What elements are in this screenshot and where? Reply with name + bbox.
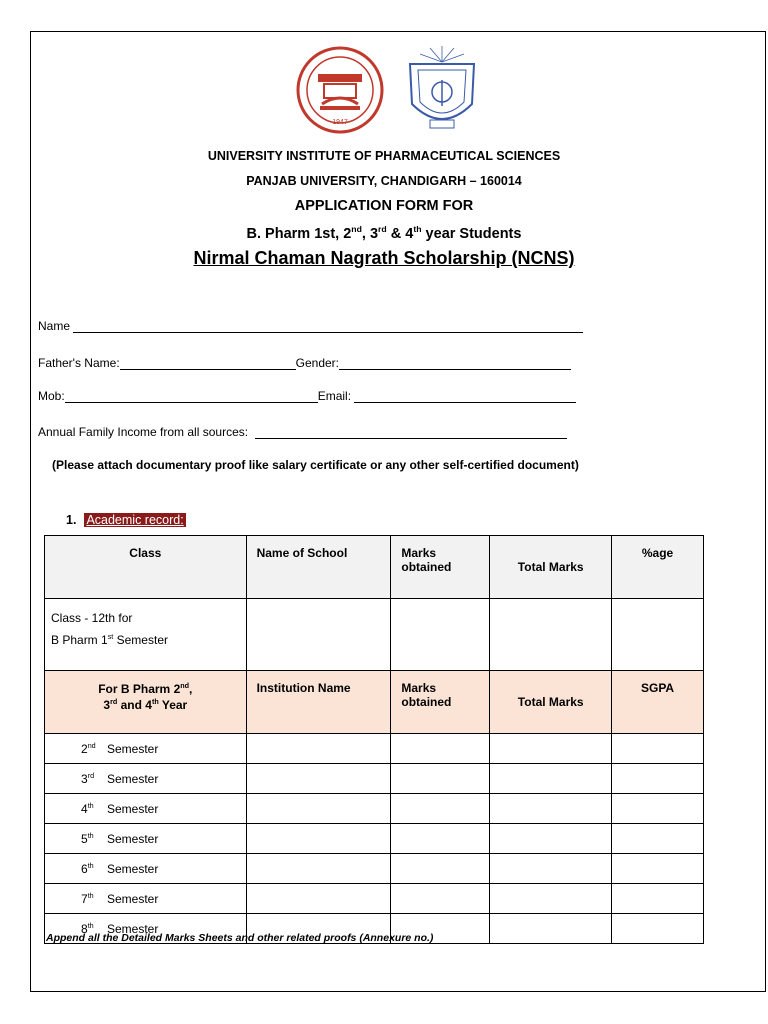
- table-cell[interactable]: [490, 824, 612, 854]
- append-marksheets-note: Append all the Detailed Marks Sheets and other related proofs (Annexure no.): [46, 932, 434, 944]
- table-cell[interactable]: [391, 764, 490, 794]
- semester-label: 6th Semester: [45, 854, 247, 884]
- table-cell[interactable]: [612, 734, 704, 764]
- fathers-name-row: [38, 356, 571, 370]
- table-row: [45, 794, 704, 824]
- section-label: Academic record:: [86, 513, 184, 527]
- scholarship-title: Nirmal Chaman Nagrath Scholarship (NCNS): [193, 248, 575, 268]
- name-field[interactable]: [38, 319, 583, 333]
- table-cell[interactable]: [391, 824, 490, 854]
- form-heading: APPLICATION FORM FOR: [294, 198, 474, 214]
- subheader-institution-name: Institution Name: [246, 671, 391, 734]
- logos: [0, 44, 768, 136]
- table-row: [45, 764, 704, 794]
- table-cell[interactable]: [490, 794, 612, 824]
- academic-record-heading: [66, 513, 186, 527]
- table-row: [45, 854, 704, 884]
- semester-label: 7th Semester: [45, 884, 247, 914]
- table-cell[interactable]: [246, 824, 391, 854]
- table-cell[interactable]: [612, 794, 704, 824]
- semester-label: 2nd Semester: [45, 734, 247, 764]
- semester-label: 5th Semester: [45, 824, 247, 854]
- table-row: [45, 599, 704, 671]
- panjab-university-crest-logo: [402, 44, 482, 141]
- table-cell[interactable]: [246, 599, 391, 671]
- table-cell[interactable]: [490, 764, 612, 794]
- mob-email-row: [38, 389, 576, 403]
- header-marks-obtained: Marks obtained: [391, 536, 490, 599]
- table-cell[interactable]: [246, 794, 391, 824]
- table-cell[interactable]: [612, 854, 704, 884]
- table-header-row: [45, 536, 704, 599]
- table-cell[interactable]: [612, 599, 704, 671]
- income-input-line[interactable]: [255, 426, 567, 439]
- table-cell[interactable]: [246, 734, 391, 764]
- subheader-total-marks: Total Marks: [490, 671, 612, 734]
- table-cell[interactable]: [490, 599, 612, 671]
- income-row: [38, 425, 567, 439]
- semester-label: 4th Semester: [45, 794, 247, 824]
- semester-label: 8th Semester: [45, 914, 247, 944]
- mob-input-line[interactable]: [65, 390, 318, 403]
- table-cell[interactable]: [391, 599, 490, 671]
- table-cell[interactable]: [391, 734, 490, 764]
- name-input-line[interactable]: [73, 320, 583, 333]
- table-cell[interactable]: [391, 884, 490, 914]
- fathers-name-input-line[interactable]: [120, 357, 296, 370]
- table-row: [45, 884, 704, 914]
- header-class: Class: [45, 536, 247, 599]
- subheader-bpharm-years: For B Pharm 2nd, 3rd and 4th Year: [45, 671, 247, 734]
- class12-cell: Class - 12th for B Pharm 1st Semester: [45, 599, 247, 671]
- table-cell[interactable]: [490, 914, 612, 944]
- table-cell[interactable]: [612, 764, 704, 794]
- table-cell[interactable]: [391, 854, 490, 884]
- email-input-line[interactable]: [354, 390, 576, 403]
- table-cell[interactable]: [246, 764, 391, 794]
- university-address: PANJAB UNIVERSITY, CHANDIGARH – 160014: [246, 174, 522, 188]
- table-cell[interactable]: [612, 914, 704, 944]
- header-school-name: Name of School: [246, 536, 391, 599]
- table-row: [45, 824, 704, 854]
- income-label: Annual Family Income from all sources:: [38, 425, 249, 439]
- university-seal-logo: [296, 44, 384, 141]
- table-cell[interactable]: [490, 854, 612, 884]
- table-cell[interactable]: [246, 884, 391, 914]
- gender-input-line[interactable]: [339, 357, 571, 370]
- table-cell[interactable]: [391, 794, 490, 824]
- name-label: Name: [38, 319, 71, 333]
- gender-label: Gender:: [295, 356, 340, 370]
- table-subheader-row: [45, 671, 704, 734]
- table-cell[interactable]: [612, 884, 704, 914]
- subheader-marks-obtained: Marks obtained: [391, 671, 490, 734]
- email-label: Email:: [317, 389, 352, 403]
- table-row: [45, 734, 704, 764]
- eligible-students: B. Pharm 1st, 2nd, 3rd & 4th year Students: [246, 224, 522, 242]
- table-cell[interactable]: [612, 824, 704, 854]
- svg-text:1947: 1947: [332, 119, 348, 126]
- semester-label: 3rd Semester: [45, 764, 247, 794]
- table-cell[interactable]: [490, 734, 612, 764]
- fathers-name-label: Father's Name:: [38, 356, 120, 370]
- section-number: 1.: [66, 513, 77, 527]
- table-cell[interactable]: [246, 854, 391, 884]
- header-total-marks: Total Marks: [490, 536, 612, 599]
- documentary-proof-note: (Please attach documentary proof like salary certificate or any other self-certified document): [52, 458, 579, 472]
- institute-name: UNIVERSITY INSTITUTE OF PHARMACEUTICAL SCIENCES: [207, 149, 561, 163]
- header-percentage: %age: [612, 536, 704, 599]
- academic-record-table: [44, 535, 704, 944]
- subheader-sgpa: SGPA: [612, 671, 704, 734]
- mob-label: Mob:: [38, 389, 65, 403]
- table-cell[interactable]: [490, 884, 612, 914]
